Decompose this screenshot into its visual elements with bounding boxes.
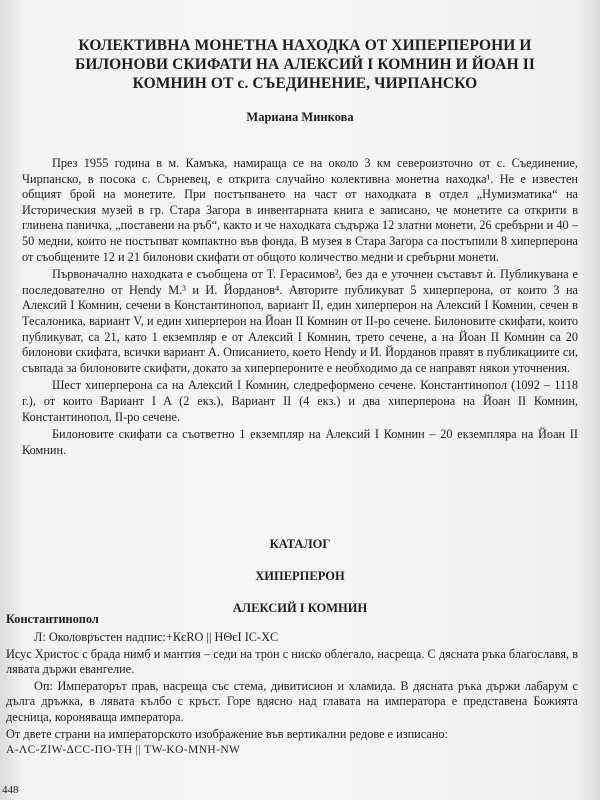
paragraph-1: През 1955 година в м. Камъка, намираща се на около 3 км североизточно от с. Съединение, Чирпанско, в посока с. Сърневец, е открита случайно колективна монетна находка¹. Не е известен общият брой на монетите. При постъпването на част от находката в отдел „Нумизматика“ на Историческия музей в гр. Стара Загора в инвентарната книга е записано, че монетите са открити в глинена паничка, „поставени на ръб“, както и че находката съдържа 12 златни монети, 26 сребърни и 40 – 50 медни, които не постъпват компактно във фонда. В музея в Стара Загора са постъпили 8 хиперперона от съобщените 12 и 21 билонови скифати от общото количество медни и сребърни монети.: [22, 156, 578, 264]
reverse-legend: A-ΛC-ZIW-ΔCC-ΠO-TH || TW-KO-MNH-NW: [6, 744, 241, 757]
heading-mint: Константинопол: [6, 612, 99, 626]
obverse-description: Исус Христос с брада нимб и мантия – седи на трон с ниско облегало, насреща. С дясната ръка благославя, в лявата държи евангелие.: [6, 646, 578, 677]
reverse-description: Оп: Императорът прав, насреща със стема, дивитисион и хламида. В дясната ръка държи лабарум с дълга дръжка, в лявата кълбо с кръст. Горе вдясно над главата на императора е представена Божията десница, короняваща императора.: [6, 678, 578, 724]
paragraph-4: Билоновите скифати са съответно 1 екземпляр на Алексий I Комнин – 20 екземпляра на Йоан II Комнин.: [22, 427, 578, 457]
heading-hyperperon: ХИПЕРПЕРОН: [255, 569, 345, 583]
paragraph-3: Шест хиперперона са на Алексий I Комнин, следреформено сечене. Константинопол (1092 – 1118 г.), от които Вариант I A (2 екз.), Вариант II (4 екз.) и два хиперперона на Йоан II Комнин, Константинопол, II-ро сечене.: [22, 378, 578, 424]
catalog-entry: [6, 630, 578, 760]
reverse-legend-intro: От двете страни на императорското изображение във вертикални редове е изписано:: [6, 726, 448, 741]
obverse-legend: Л: Околовръстен надпис:+КєRO || HΘєI IC-XC: [34, 630, 279, 644]
article-body: [22, 156, 578, 460]
page-number: 448: [2, 784, 19, 796]
heading-ruler: АЛЕКСИЙ I КОМНИН: [232, 601, 368, 615]
article-title: КОЛЕКТИВНА МОНЕТНА НАХОДКА ОТ ХИПЕРПЕРОНИ И БИЛОНОВИ СКИФАТИ НА АЛЕКСИЙ I КОМНИН И ЙОАН II КОМНИН ОТ с. СЪЕДИНЕНИЕ, ЧИРПАНСКО: [74, 37, 535, 92]
paragraph-2: Първоначално находката е съобщена от Т. Герасимов², без да е уточнен съставът ѝ. Публикувана е последователно от Hendy M.³ и И. Йорданов⁴. Авторите публикуват 5 хиперперона, от които 3 на Алексий I Комнин, сечени в Константинопол, вариант II, един хиперперон на Алексий I Комнин, сечен в Тесалоника, вариант V, и един хиперперон на Йоан II Комнин от II-ро сечене. Билоновите скифати, които публикуват, са 21, като 1 екземпляр е от Алексий I Комнин, трето сечене, а на Йоан II Комнин са 20 билонови скифата, всички вариант А. Описанието, което Hendy и И. Йорданов правят в публикациите си, съвпада за билоновите скифати, докато за хиперпероните е необходимо да се направят някои уточнения.: [22, 267, 578, 375]
heading-catalog: КАТАЛОГ: [269, 537, 331, 551]
author: Мариана Минкова: [246, 110, 354, 124]
